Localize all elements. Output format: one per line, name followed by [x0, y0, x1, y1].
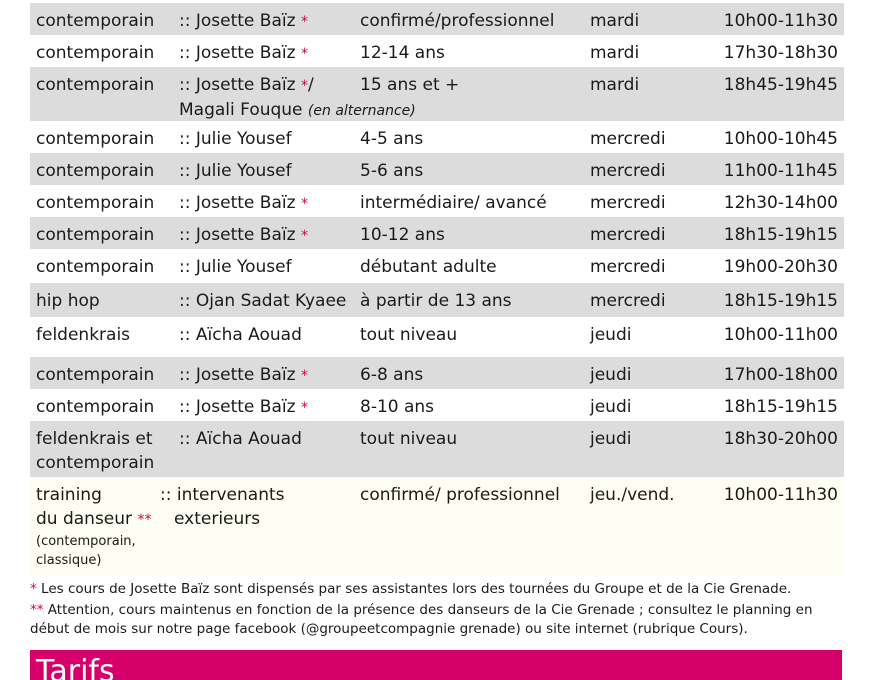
teacher-cell [179, 289, 346, 313]
day-cell: mercredi [590, 257, 666, 277]
day-cell: mardi [590, 43, 640, 63]
time-cell: 12h30-14h00 [723, 193, 838, 213]
teacher-line2: exterieurs [174, 509, 261, 529]
table-row [30, 389, 844, 421]
teacher: Josette Baïz [195, 365, 296, 385]
teacher-line2: Magali Fouque [179, 100, 303, 120]
footnote-2-text: Attention, cours maintenus en fonction de la présence des danseurs de la Cie Grenade ; consultez le planning en [47, 602, 813, 618]
star-marker: * [300, 368, 308, 384]
day-cell: mardi [590, 75, 640, 95]
table-row [30, 35, 844, 67]
teacher-cell [179, 427, 302, 451]
discipline-cell [36, 9, 154, 33]
day-cell: mercredi [590, 225, 666, 245]
discipline: contemporain [36, 397, 155, 417]
discipline: contemporain [36, 193, 155, 213]
separator: :: [179, 161, 191, 181]
teacher-cell [179, 159, 292, 183]
separator: :: [179, 365, 191, 385]
level-cell: confirmé/professionnel [360, 11, 555, 31]
discipline: contemporain [36, 161, 155, 181]
discipline-cell [36, 41, 154, 65]
teacher-cell [160, 483, 285, 531]
separator: :: [179, 257, 191, 277]
level-cell: 4-5 ans [360, 129, 424, 149]
teacher-cell [179, 127, 292, 151]
star-marker: * [300, 78, 308, 94]
level-cell: 12-14 ans [360, 43, 445, 63]
star-marker: ** [137, 512, 152, 528]
footnote-1-text: Les cours de Josette Baïz sont dispensés par ses assistantes lors des tournées du Groupe et de la Cie Grenade. [41, 581, 792, 597]
teacher-cell [179, 363, 308, 388]
time-cell: 18h45-19h45 [723, 75, 838, 95]
discipline-cell [36, 127, 154, 151]
footnote-1-marker: * [30, 581, 37, 597]
level-cell: confirmé/ professionnel [360, 485, 560, 505]
discipline-cell [36, 159, 154, 183]
star-marker: * [300, 400, 308, 416]
discipline: contemporain [36, 75, 155, 95]
table-row [30, 283, 844, 317]
teacher: Josette Baïz [195, 11, 296, 31]
discipline-line2: contemporain [36, 453, 155, 473]
discipline: training [36, 485, 102, 505]
discipline-line3: (contemporain, [36, 534, 136, 549]
separator: :: [179, 129, 191, 149]
discipline-cell [36, 255, 154, 279]
time-cell: 17h00-18h00 [723, 365, 838, 385]
star-marker: * [300, 228, 308, 244]
time-cell: 19h00-20h30 [723, 257, 838, 277]
level-cell: tout niveau [360, 429, 458, 449]
time-cell: 18h30-20h00 [723, 429, 838, 449]
teacher: Josette Baïz [195, 43, 296, 63]
discipline-cell [36, 73, 154, 97]
time-cell: 11h00-11h45 [723, 161, 838, 181]
discipline-line2: du danseur [36, 509, 133, 529]
table-row [30, 477, 844, 575]
teacher: Josette Baïz [195, 397, 296, 417]
time-cell: 18h15-19h15 [723, 291, 838, 311]
teacher: Josette Baïz [195, 193, 296, 213]
teacher-cell [179, 323, 302, 347]
teacher-cell [179, 191, 308, 216]
day-cell: mardi [590, 11, 640, 31]
discipline-line4: classique) [36, 553, 102, 568]
table-row [30, 3, 844, 35]
schedule-table [30, 0, 844, 575]
level-cell: intermédiaire/ avancé [360, 193, 547, 213]
level-cell: tout niveau [360, 325, 458, 345]
teacher: intervenants [176, 485, 285, 505]
discipline: contemporain [36, 365, 155, 385]
teacher: Josette Baïz [195, 75, 296, 95]
day-cell: mercredi [590, 129, 666, 149]
discipline-cell [36, 191, 154, 215]
star-marker: * [300, 196, 308, 212]
day-cell: jeudi [590, 325, 632, 345]
teacher: Josette Baïz [195, 225, 296, 245]
table-row [30, 153, 844, 185]
time-cell: 18h15-19h15 [723, 225, 838, 245]
level-cell: 15 ans et + [360, 75, 460, 95]
level-cell: à partir de 13 ans [360, 291, 512, 311]
discipline-cell [36, 363, 154, 387]
day-cell: jeudi [590, 365, 632, 385]
separator: :: [179, 43, 191, 63]
star-marker: * [300, 46, 308, 62]
tarifs-banner [30, 650, 842, 680]
day-cell: mercredi [590, 193, 666, 213]
footnote-2 [30, 601, 850, 620]
separator: :: [179, 325, 191, 345]
teacher-cell [179, 395, 308, 420]
separator: :: [179, 11, 191, 31]
teacher-suffix: / [307, 75, 314, 95]
time-cell: 17h30-18h30 [723, 43, 838, 63]
discipline: contemporain [36, 43, 155, 63]
discipline: contemporain [36, 225, 155, 245]
separator: :: [179, 397, 191, 417]
level-cell: 10-12 ans [360, 225, 445, 245]
table-row [30, 121, 844, 153]
star-marker: * [300, 14, 308, 30]
discipline: feldenkrais et [36, 429, 153, 449]
day-cell: jeudi [590, 429, 632, 449]
table-row [30, 357, 844, 389]
table-row [30, 67, 844, 121]
discipline-cell [36, 395, 154, 419]
teacher: Ojan Sadat Kyaee [195, 291, 347, 311]
level-cell: 8-10 ans [360, 397, 435, 417]
teacher-note: (en alternance) [307, 103, 416, 119]
teacher: Julie Yousef [195, 257, 292, 277]
teacher: Aïcha Aouad [195, 429, 302, 449]
day-cell: jeudi [590, 397, 632, 417]
teacher-cell [179, 255, 292, 279]
day-cell: jeu./vend. [590, 485, 675, 505]
day-cell: mercredi [590, 161, 666, 181]
separator: :: [160, 485, 172, 505]
separator: :: [179, 429, 191, 449]
table-row [30, 217, 844, 249]
time-cell: 10h00-11h00 [723, 325, 838, 345]
teacher-cell [179, 41, 308, 66]
table-row [30, 249, 844, 283]
teacher: Julie Yousef [195, 161, 292, 181]
separator: :: [179, 75, 191, 95]
discipline: contemporain [36, 129, 155, 149]
discipline: feldenkrais [36, 325, 131, 345]
time-cell: 18h15-19h15 [723, 397, 838, 417]
teacher: Aïcha Aouad [195, 325, 302, 345]
table-row [30, 185, 844, 217]
teacher-cell [179, 9, 308, 34]
discipline: hip hop [36, 291, 100, 311]
time-cell: 10h00-11h30 [723, 485, 838, 505]
discipline: contemporain [36, 257, 155, 277]
discipline: contemporain [36, 11, 155, 31]
separator: :: [179, 225, 191, 245]
level-cell: débutant adulte [360, 257, 497, 277]
footnote-2-marker: ** [30, 602, 44, 618]
time-cell: 10h00-10h45 [723, 129, 838, 149]
table-row [30, 317, 844, 357]
footnote-3 [30, 620, 850, 639]
level-cell: 6-8 ans [360, 365, 424, 385]
time-cell: 10h00-11h30 [723, 11, 838, 31]
discipline-cell [36, 289, 100, 313]
separator: :: [179, 193, 191, 213]
level-cell: 5-6 ans [360, 161, 424, 181]
day-cell: mercredi [590, 291, 666, 311]
teacher-cell [179, 223, 308, 248]
tarifs-title: Tarifs [36, 654, 115, 680]
footnote-1 [30, 580, 850, 599]
teacher: Julie Yousef [195, 129, 292, 149]
discipline-cell [36, 223, 154, 247]
table-row [30, 421, 844, 477]
discipline-cell [36, 483, 151, 570]
discipline-cell [36, 427, 154, 475]
discipline-cell [36, 323, 130, 347]
footnote-3-text: début de mois sur notre page facebook (@groupeetcompagnie grenade) ou site internet (rubrique Cours). [30, 621, 748, 637]
separator: :: [179, 291, 191, 311]
